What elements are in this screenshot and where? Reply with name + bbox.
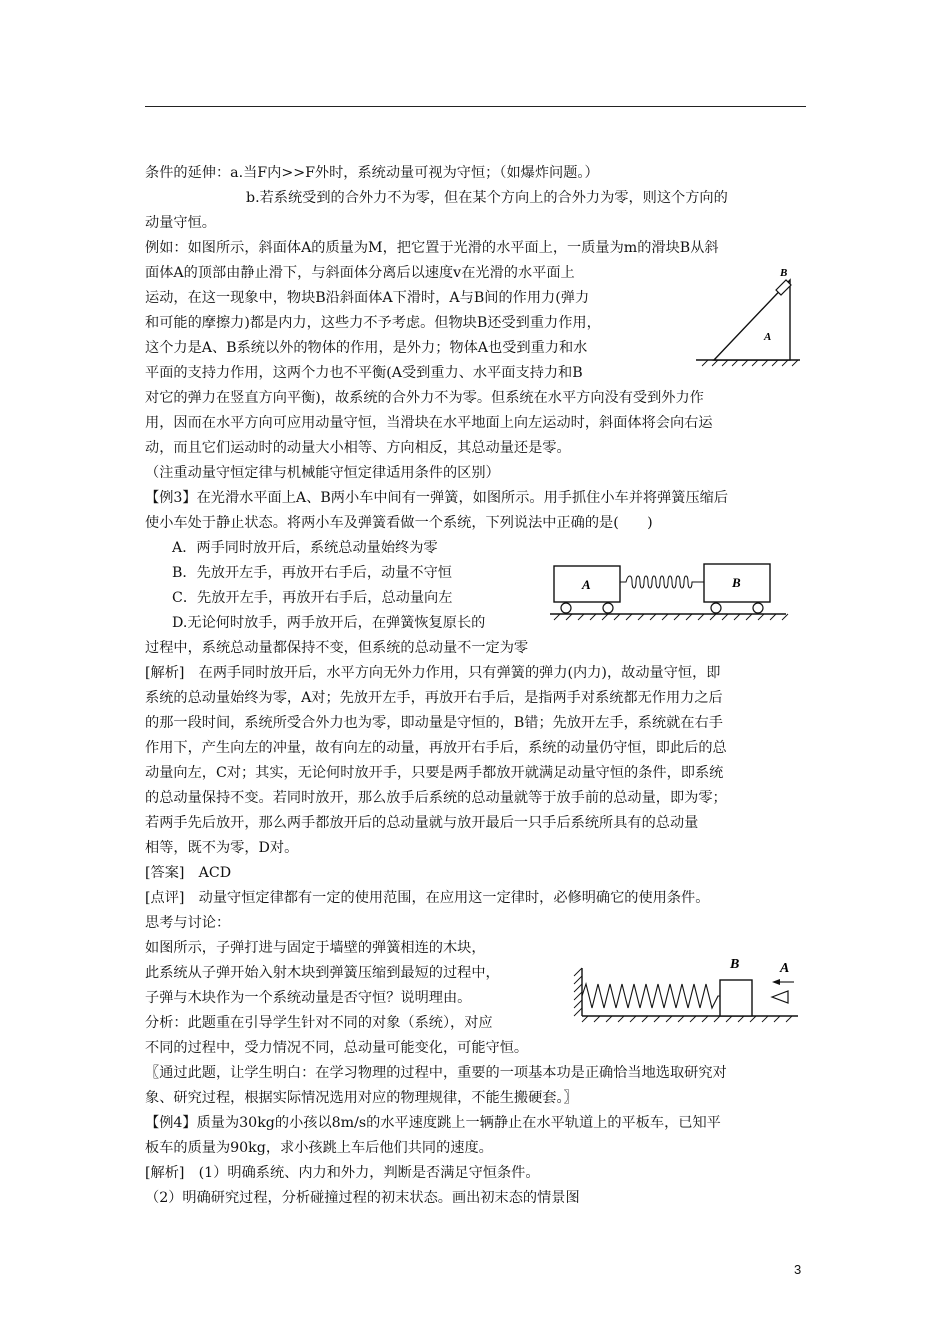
text-line: 如图所示，子弹打进与固定于墙壁的弹簧相连的木块， xyxy=(145,940,486,956)
text-line: 动量向左，C对；其实，无论何时放开手，只要是两手都放开就满足动量守恒的条件，即系统 xyxy=(145,765,724,781)
text-line: D.无论何时放手，两手放开后，在弹簧恢复原长的 xyxy=(172,615,486,631)
text-line: 和可能的摩擦力)都是内力，这些力不予考虑。但物块B还受到重力作用， xyxy=(145,315,601,331)
text-line: 这个力是A、B系统以外的物体的作用，是外力；物体A也受到重力和水 xyxy=(145,340,588,356)
text-line: 系统的总动量始终为零，A对；先放开左手，再放开右手后，是指两手对系统都无作用力之后 xyxy=(145,690,723,706)
text-line: 的那一段时间，系统所受合外力也为零，即动量是守恒的，B错；先放开左手，系统就在右手 xyxy=(145,715,723,731)
spring-block-figure xyxy=(572,954,804,1026)
text-line: 〖通过此题，让学生明白：在学习物理的过程中，重要的一项基本功是正确恰当地选取研究对 xyxy=(145,1065,727,1081)
text-line: 相等，既不为零，D对。 xyxy=(145,840,299,856)
text-line: 【例4】质量为30kg的小孩以8m/s的水平速度跳上一辆静止在水平轨道上的平板车，已知平 xyxy=(145,1115,721,1131)
text-line: 分析：此题重在引导学生针对不同的对象（系统），对应 xyxy=(145,1015,493,1031)
text-line: [解析] 在两手同时放开后，水平方向无外力作用，只有弹簧的弹力(内力)，故动量守恒，即 xyxy=(145,665,721,681)
text-line: 的总动量保持不变。若同时放开，那么放手后系统的总动量就等于放手前的总动量，即为零； xyxy=(145,790,727,806)
text-line: 板车的质量为90kg，求小孩跳上车后他们共同的速度。 xyxy=(145,1140,493,1156)
incline-figure xyxy=(694,262,806,368)
text-line: C．先放开左手，再放开右手后，总动量向左 xyxy=(172,590,453,606)
incline-label-b: B xyxy=(780,267,788,279)
spring-label-a: A xyxy=(780,961,790,976)
text-line: 若两手先后放开，那么两手都放开后的总动量就与放开最后一只手后系统所具有的总动量 xyxy=(145,815,699,831)
text-line: A．两手同时放开后，系统总动量始终为零 xyxy=(172,540,438,556)
text-line: （2）明确研究过程，分析碰撞过程的初末状态。画出初末态的情景图 xyxy=(145,1190,580,1206)
text-line: 条件的延伸：a.当F内>>F外时，系统动量可视为守恒；（如爆炸问题。） xyxy=(145,165,599,181)
text-line: [答案] ACD xyxy=(145,865,232,881)
text-line: [点评] 动量守恒定律都有一定的使用范围，在应用这一定律时，必修明确它的使用条件。 xyxy=(145,890,710,906)
text-line: 象、研究过程，根据实际情况选用对应的物理规律，不能生搬硬套。〗 xyxy=(145,1090,578,1106)
text-line: 动量守恒。 xyxy=(145,215,216,231)
text-line: 运动，在这一现象中，物块B沿斜面体A下滑时，A与B间的作用力(弹力 xyxy=(145,290,590,306)
page-number: 3 xyxy=(794,1262,802,1277)
text-line: 【例3】在光滑水平面上A、B两小车中间有一弹簧，如图所示。用手抓住小车并将弹簧压缩后 xyxy=(145,490,729,506)
text-line: 用，因而在水平方向可应用动量守恒，当滑块在水平地面上向左运动时，斜面体将会向右运 xyxy=(145,415,713,431)
text-line: 面体A的顶部由静止滑下，与斜面体分离后以速度v在光滑的水平面上 xyxy=(145,265,575,281)
text-line: b.若系统受到的合外力不为零，但在某个方向上的合外力为零，则这个方向的 xyxy=(246,190,728,206)
spring-label-b: B xyxy=(730,957,740,972)
text-line: B．先放开左手，再放开右手后，动量不守恒 xyxy=(172,565,452,581)
text-line: 子弹与木块作为一个系统动量是否守恒？说明理由。 xyxy=(145,990,472,1006)
text-line: 过程中，系统总动量都保持不变，但系统的总动量不一定为零 xyxy=(145,640,529,656)
text-line: 作用下，产生向左的冲量，故有向左的动量，再放开右手后，系统的动量仍守恒，即此后的总 xyxy=(145,740,727,756)
carts-figure xyxy=(548,560,790,624)
text-line: 思考与讨论： xyxy=(145,915,231,931)
text-line: 动，而且它们运动时的动量大小相等、方向相反，其总动量还是零。 xyxy=(145,440,571,456)
header-rule xyxy=(145,106,806,107)
text-line: 例如：如图所示，斜面体A的质量为M，把它置于光滑的水平面上，一质量为m的滑块B从斜 xyxy=(145,240,719,256)
text-line: 不同的过程中，受力情况不同，总动量可能变化，可能守恒。 xyxy=(145,1040,529,1056)
text-line: [解析] (1）明确系统、内力和外力，判断是否满足守恒条件。 xyxy=(145,1165,540,1181)
text-line: （注重动量守恒定律与机械能守恒定律适用条件的区别） xyxy=(145,465,500,481)
cart-label-b: B xyxy=(732,575,741,590)
text-line: 平面的支持力作用，这两个力也不平衡(A受到重力、水平面支持力和B xyxy=(145,365,583,381)
text-line: 此系统从子弹开始入射木块到弹簧压缩到最短的过程中， xyxy=(145,965,500,981)
text-line: 使小车处于静止状态。将两小车及弹簧看做一个系统，下列说法中正确的是( ) xyxy=(145,515,653,531)
text-line: 对它的弹力在竖直方向平衡)，故系统的合外力不为零。但系统在水平方向没有受到外力作 xyxy=(145,390,704,406)
cart-label-a: A xyxy=(582,577,591,592)
incline-label-a: A xyxy=(764,331,772,343)
